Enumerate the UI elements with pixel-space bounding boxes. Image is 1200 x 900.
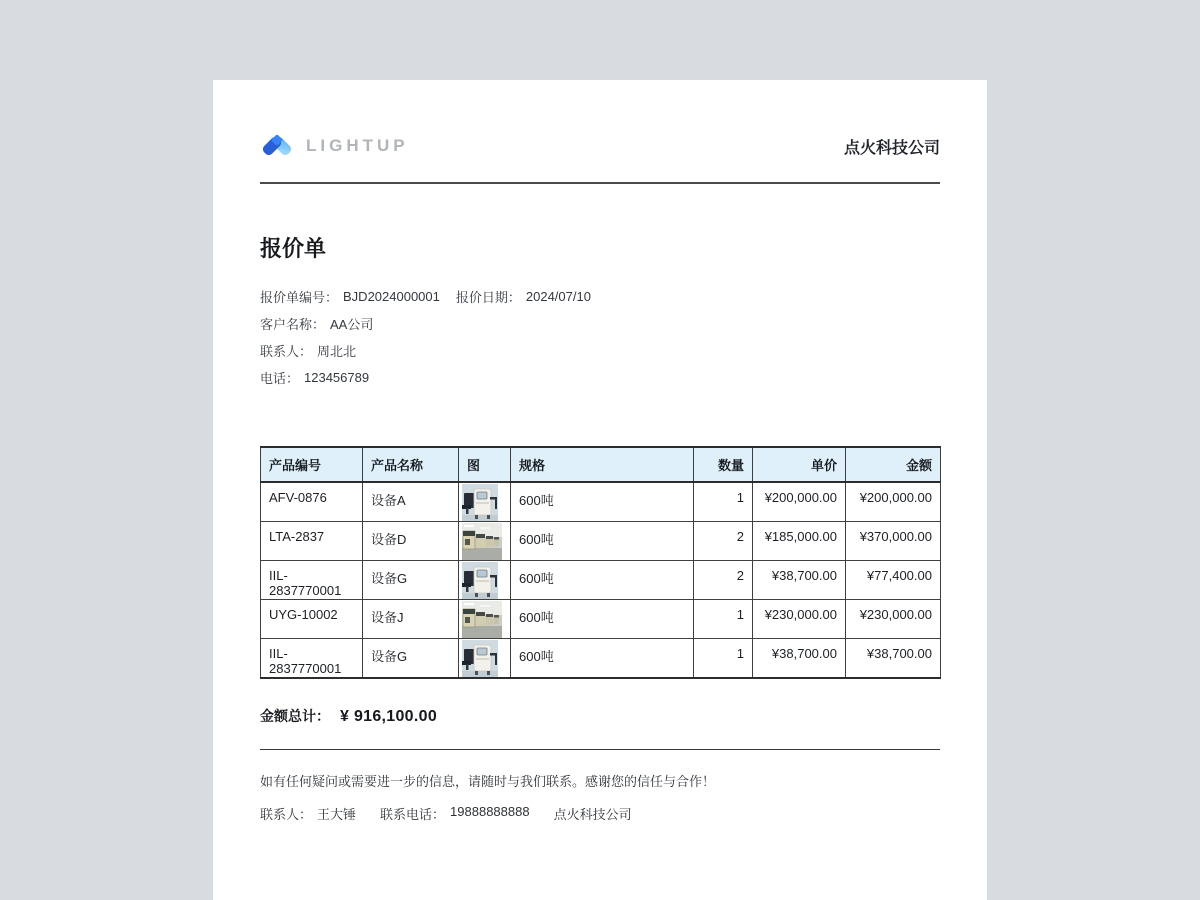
table-row (261, 522, 941, 561)
cell-product-image (459, 639, 511, 679)
footer-contact-label: 联系人： (260, 807, 313, 822)
cell-unit-price: ¥38,700.00 (753, 561, 846, 600)
cell-spec: 600吨 (511, 522, 694, 561)
footer-contact-line (260, 804, 940, 823)
cell-unit-price: ¥38,700.00 (753, 639, 846, 679)
cell-unit-price: ¥200,000.00 (753, 482, 846, 522)
cell-spec: 600吨 (511, 561, 694, 600)
cell-qty: 1 (694, 600, 753, 639)
col-header-product-name: 产品名称 (363, 447, 459, 482)
col-header-qty: 数量 (694, 447, 753, 482)
footer-company-name: 点火科技公司 (553, 807, 632, 822)
col-header-amount: 金额 (846, 447, 941, 482)
cell-product-name: 设备G (363, 639, 459, 679)
total-value: ¥ 916,100.00 (340, 708, 438, 725)
cell-product-code: IIL-2837770001 (261, 639, 363, 679)
product-photo-scanner (462, 562, 498, 599)
cell-amount: ¥200,000.00 (846, 482, 941, 522)
product-photo-factory (462, 523, 502, 560)
footer-phone-label: 联系电话： (380, 807, 446, 822)
cell-product-name: 设备J (363, 600, 459, 639)
document-header (260, 128, 940, 164)
quote-no-value: BJD2024000001 (343, 289, 440, 304)
cell-spec: 600吨 (511, 600, 694, 639)
cell-product-image (459, 561, 511, 600)
meta-row-phone (260, 364, 940, 391)
meta-row-number-date (260, 283, 940, 310)
cell-spec: 600吨 (511, 482, 694, 522)
quote-table (260, 446, 941, 679)
cell-product-code: UYG-10002 (261, 600, 363, 639)
total-label: 金额总计： (260, 708, 330, 724)
quote-date-value: 2024/07/10 (525, 289, 591, 304)
cell-unit-price: ¥185,000.00 (753, 522, 846, 561)
cell-product-name: 设备A (363, 482, 459, 522)
contact-value: 周北北 (317, 344, 357, 359)
meta-row-contact (260, 337, 940, 364)
cell-product-name: 设备D (363, 522, 459, 561)
cell-amount: ¥230,000.00 (846, 600, 941, 639)
cell-product-image (459, 522, 511, 561)
product-photo-scanner (462, 484, 498, 521)
cell-amount: ¥38,700.00 (846, 639, 941, 679)
col-header-product-code: 产品编号 (261, 447, 363, 482)
footer-note: 如有任何疑问或需要进一步的信息，请随时与我们联系。感谢您的信任与合作！ (260, 774, 716, 789)
cell-qty: 2 (694, 522, 753, 561)
cell-spec: 600吨 (511, 639, 694, 679)
product-photo-factory (462, 601, 502, 638)
company-name: 点火科技公司 (843, 139, 940, 157)
meta-row-customer (260, 310, 940, 337)
quote-meta (260, 283, 940, 391)
footer-phone-value: 19888888888 (450, 804, 530, 819)
customer-value: AA公司 (330, 317, 374, 332)
cell-product-code: LTA-2837 (261, 522, 363, 561)
logo-wordmark: LIGHTUP (306, 136, 409, 155)
cell-qty: 1 (694, 482, 753, 522)
footer-contact-value: 王大锤 (317, 807, 357, 822)
footer-divider (260, 749, 940, 750)
cell-product-image (459, 600, 511, 639)
contact-label: 联系人： (260, 344, 313, 359)
cell-product-name: 设备G (363, 561, 459, 600)
brand-logo (260, 131, 409, 161)
page-title: 报价单 (260, 236, 327, 261)
col-header-unit-price: 单价 (753, 447, 846, 482)
cell-amount: ¥370,000.00 (846, 522, 941, 561)
col-header-spec: 规格 (511, 447, 694, 482)
customer-label: 客户名称： (260, 317, 326, 332)
table-row (261, 561, 941, 600)
quote-table-body (261, 482, 941, 678)
quote-date-label: 报价日期： (455, 290, 521, 305)
cell-product-code: IIL-2837770001 (261, 561, 363, 600)
document-footer (260, 771, 940, 823)
phone-value: 123456789 (304, 370, 370, 385)
table-row (261, 639, 941, 679)
table-row (261, 482, 941, 522)
table-header-row (261, 447, 941, 482)
product-photo-scanner (462, 640, 498, 677)
lightup-logo-icon (260, 131, 294, 161)
header-divider (260, 182, 940, 184)
quote-no-label: 报价单编号： (260, 290, 339, 305)
cell-qty: 1 (694, 639, 753, 679)
cell-unit-price: ¥230,000.00 (753, 600, 846, 639)
cell-qty: 2 (694, 561, 753, 600)
total-line (260, 706, 940, 726)
table-row (261, 600, 941, 639)
phone-label: 电话： (260, 371, 300, 386)
cell-product-code: AFV-0876 (261, 482, 363, 522)
col-header-image: 图 (459, 447, 511, 482)
quotation-page (213, 80, 987, 900)
cell-amount: ¥77,400.00 (846, 561, 941, 600)
cell-product-image (459, 482, 511, 522)
